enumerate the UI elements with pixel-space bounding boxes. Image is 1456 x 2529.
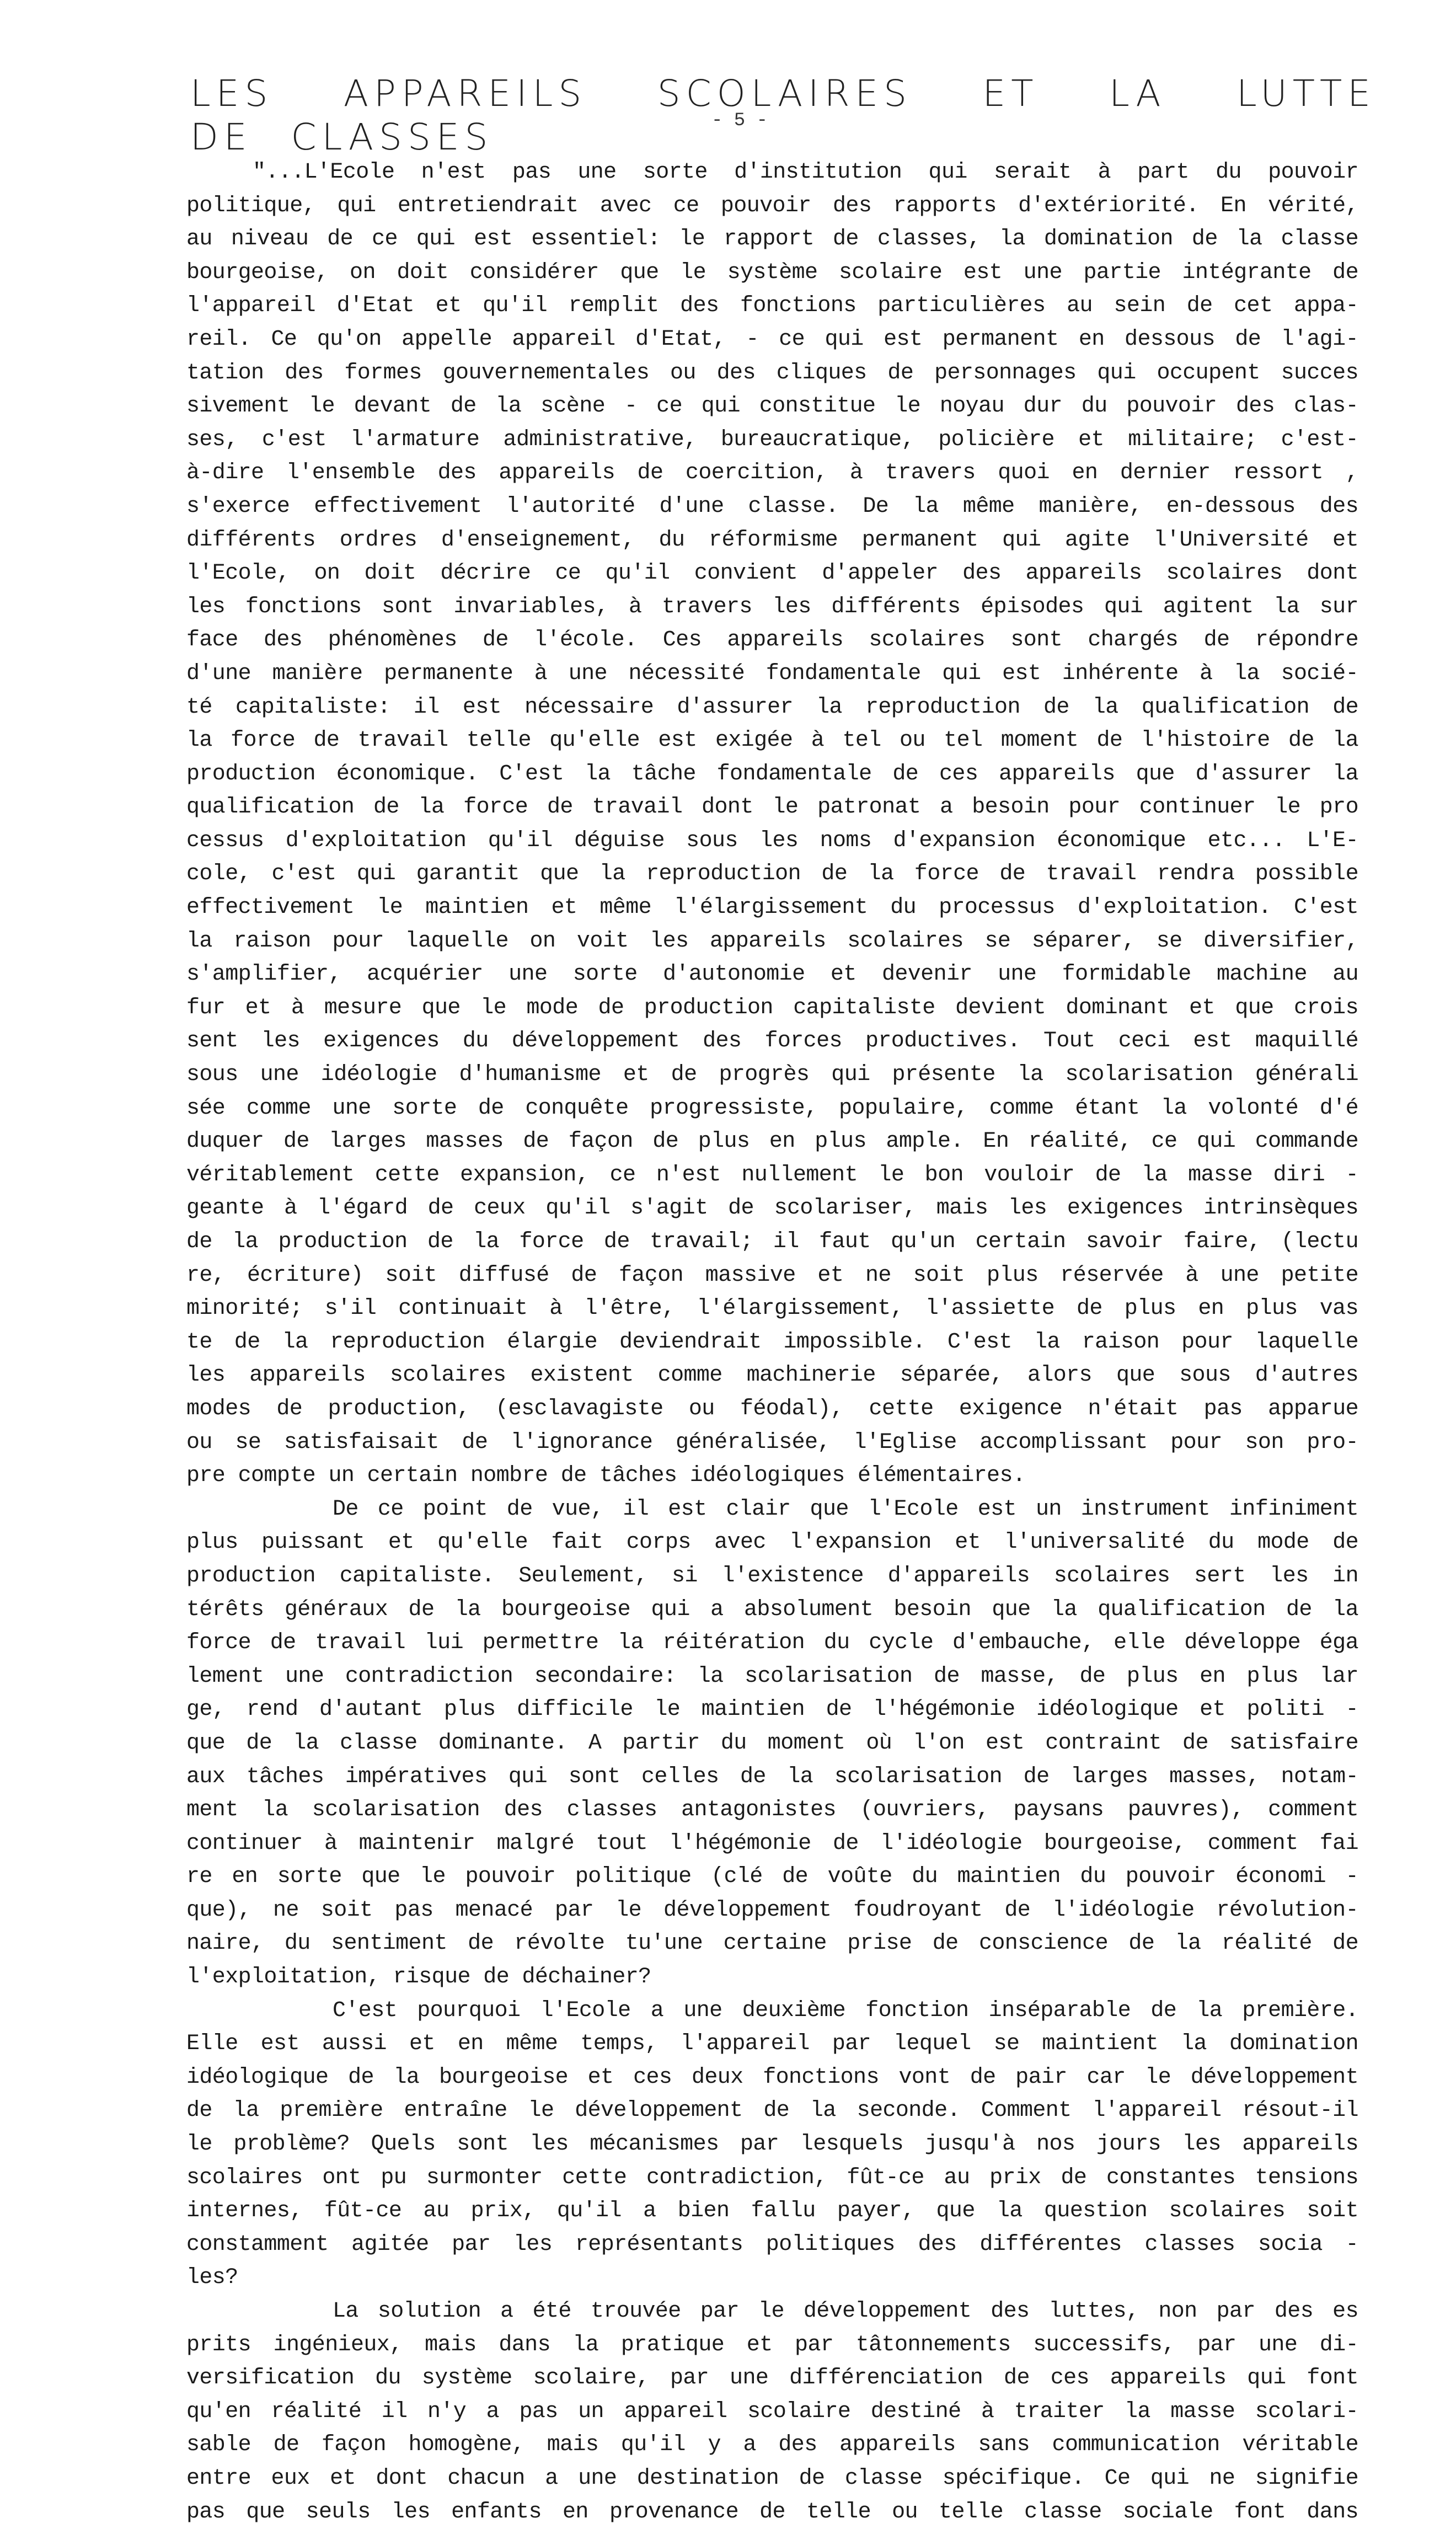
text-line: sée comme une sorte de conquête progressiste, populaire, comme étant la volonté d'é <box>186 1095 1358 1121</box>
title-word: CLASSES <box>291 116 494 158</box>
title-word: LUTTE <box>1236 72 1376 115</box>
text-line: bourgeoise, on doit considérer que le système scolaire est une partie intégrante de <box>186 260 1358 285</box>
text-line: que de la classe dominante. A partir du moment où l'on est contraint de satisfaire <box>186 1730 1358 1756</box>
text-line: véritablement cette expansion, ce n'est nullement le bon vouloir de la masse diri - <box>186 1162 1358 1188</box>
text-line: force de travail lui permettre la réitération du cycle d'embauche, elle développe éga <box>186 1630 1358 1656</box>
text-line: naire, du sentiment de révolte tu'une certaine prise de conscience de la réalité de <box>186 1931 1358 1956</box>
text-line: continuer à maintenir malgré tout l'hégémonie de l'idéologie bourgeoise, comment fai <box>186 1831 1358 1856</box>
text-line: s'exerce effectivement l'autorité d'une classe. De la même manière, en-dessous des <box>186 494 1358 519</box>
text-line: différents ordres d'enseignement, du réformisme permanent qui agite l'Université et <box>186 527 1358 553</box>
text-line: à-dire l'ensemble des appareils de coercition, à travers quoi en dernier ressort , <box>186 461 1358 486</box>
text-line: ses, c'est l'armature administrative, bureaucratique, policière et militaire; c'est- <box>186 427 1358 452</box>
text-line: re en sorte que le pouvoir politique (clé de voûte du maintien du pouvoir économi - <box>186 1864 1358 1890</box>
text-line: versification du système scolaire, par une différenciation de ces appareils qui font <box>186 2366 1358 2391</box>
page-title <box>190 66 1376 157</box>
text-line: de la production de la force de travail; il faut qu'un certain savoir faire, (lectu <box>186 1229 1358 1254</box>
text-line: la force de travail telle qu'elle est exigée à tel ou tel moment de l'histoire de la <box>186 728 1358 753</box>
text-line: de la première entraîne le développement de la seconde. Comment l'appareil résout-il <box>186 2098 1358 2124</box>
text-line: les appareils scolaires existent comme machinerie séparée, alors que sous d'autres <box>186 1363 1358 1388</box>
text-line: constamment agitée par les représentants politiques des différentes classes socia - <box>186 2232 1358 2257</box>
text-line: "...L'Ecole n'est pas une sorte d'institution qui serait à part du pouvoir <box>253 160 1358 185</box>
text-line: d'une manière permanente à une nécessité fondamentale qui est inhérente à la socié- <box>186 661 1358 686</box>
text-line: De ce point de vue, il est clair que l'Ecole est un instrument infiniment <box>333 1496 1358 1522</box>
text-line: ment la scolarisation des classes antagonistes (ouvriers, paysans pauvres), comment <box>186 1798 1358 1823</box>
text-line: cessus d'exploitation qu'il déguise sous les noms d'expansion économique etc... L'E- <box>186 828 1358 853</box>
text-line: plus puissant et qu'elle fait corps avec l'expansion et l'universalité du mode de <box>186 1530 1358 1555</box>
text-line: politique, qui entretiendrait avec ce pouvoir des rapports d'extériorité. En vérité, <box>186 193 1358 218</box>
title-word: LA <box>1109 72 1166 115</box>
title-line-1 <box>190 66 1376 121</box>
text-line: té capitaliste: il est nécessaire d'assurer la reproduction de la qualification de <box>186 694 1358 720</box>
text-line: qualification de la force de travail dont le patronat a besoin pour continuer le pro <box>186 795 1358 820</box>
text-line: te de la reproduction élargie deviendrait impossible. C'est la raison pour laquelle <box>186 1329 1358 1355</box>
text-line: lement une contradiction secondaire: la scolarisation de masse, de plus en plus lar <box>186 1664 1358 1689</box>
text-line: production capitaliste. Seulement, si l'existence d'appareils scolaires sert les in <box>186 1563 1358 1589</box>
page-number: - 5 - <box>711 110 768 131</box>
text-line: sous une idéologie d'humanisme et de progrès qui présente la scolarisation générali <box>186 1062 1358 1088</box>
text-line: fur et à mesure que le mode de production capitaliste devient dominant et que crois <box>186 995 1358 1020</box>
title-line-2 <box>190 118 1376 157</box>
text-line: sable de façon homogène, mais qu'il y a des appareils sans communication véritable <box>186 2432 1358 2458</box>
text-line: scolaires ont pu surmonter cette contradiction, fût-ce au prix de constantes tensions <box>186 2165 1358 2190</box>
text-line: Elle est aussi et en même temps, l'appareil par lequel se maintient la domination <box>186 2031 1358 2057</box>
text-line: s'amplifier, acquérier une sorte d'autonomie et devenir une formidable machine au <box>186 962 1358 987</box>
text-line: sent les exigences du développement des forces productives. Tout ceci est maquillé <box>186 1029 1358 1054</box>
title-word: SCOLAIRES <box>657 72 913 115</box>
text-line: l'Ecole, on doit décrire ce qu'il convient d'appeler des appareils scolaires dont <box>186 561 1358 586</box>
text-line: la raison pour laquelle on voit les appareils scolaires se séparer, se diversifier, <box>186 928 1358 954</box>
text-line: que), ne soit pas menacé par le développement foudroyant de l'idéologie révolution- <box>186 1897 1358 1923</box>
title-word: DE <box>190 116 253 158</box>
text-line: l'appareil d'Etat et qu'il remplit des fonctions particulières au sein de cet appa- <box>186 293 1358 319</box>
text-line: reil. Ce qu'on appelle appareil d'Etat, - ce qui est permanent en dessous de l'agi- <box>186 327 1358 352</box>
text-line: minorité; s'il continuait à l'être, l'élargissement, l'assiette de plus en plus vas <box>186 1296 1358 1322</box>
text-line: les? <box>186 2265 238 2291</box>
title-word: ET <box>982 72 1039 115</box>
text-line: production économique. C'est la tâche fondamentale de ces appareils que d'assurer la <box>186 761 1358 787</box>
title-word: APPAREILS <box>343 72 587 115</box>
text-line: au niveau de ce qui est essentiel: le rapport de classes, la domination de la classe <box>186 227 1358 252</box>
text-line: C'est pourquoi l'Ecole a une deuxième fonction inséparable de la première. <box>333 1998 1358 2023</box>
text-line: les fonctions sont invariables, à travers les différents épisodes qui agitent la sur <box>186 594 1358 619</box>
text-line: internes, fût-ce au prix, qu'il a bien fallu payer, que la question scolaires soit <box>186 2199 1358 2224</box>
text-line: duquer de larges masses de façon de plus en plus ample. En réalité, ce qui commande <box>186 1129 1358 1154</box>
text-line: qu'en réalité il n'y a pas un appareil scolaire destiné à traiter la masse scolari- <box>186 2399 1358 2424</box>
text-line: sivement le devant de la scène - ce qui constitue le noyau dur du pouvoir des clas- <box>186 394 1358 419</box>
text-line: effectivement le maintien et même l'élargissement du processus d'exploitation. C'est <box>186 895 1358 921</box>
text-line: geante à l'égard de ceux qu'il s'agit de scolariser, mais les exigences intrinsèques <box>186 1196 1358 1221</box>
text-line: modes de production, (esclavagiste ou féodal), cette exigence n'était pas apparue <box>186 1396 1358 1421</box>
text-line: pre compte un certain nombre de tâches idéologiques élémentaires. <box>186 1463 1026 1489</box>
text-line: cole, c'est qui garantit que la reproduction de la force de travail rendra possible <box>186 862 1358 887</box>
text-line: térêts généraux de la bourgeoise qui a absolument besoin que la qualification de la <box>186 1597 1358 1622</box>
text-line: aux tâches impératives qui sont celles de la scolarisation de larges masses, notam- <box>186 1764 1358 1789</box>
title-word: LES <box>190 72 274 115</box>
body-text <box>186 156 1358 2529</box>
text-line: idéologique de la bourgeoise et ces deux fonctions vont de pair car le développement <box>186 2065 1358 2090</box>
text-line: La solution a été trouvée par le développement des luttes, non par des es <box>333 2299 1358 2324</box>
text-line: entre eux et dont chacun a une destination de classe spécifique. Ce qui ne signifie <box>186 2466 1358 2491</box>
text-line: face des phénomènes de l'école. Ces appareils scolaires sont chargés de répondre <box>186 628 1358 653</box>
text-line: tation des formes gouvernementales ou des cliques de personnages qui occupent succes <box>186 360 1358 386</box>
text-line: ou se satisfaisait de l'ignorance généralisée, l'Eglise accomplissant pour son pro- <box>186 1430 1358 1455</box>
text-line: prits ingénieux, mais dans la pratique et par tâtonnements successifs, par une di- <box>186 2332 1358 2357</box>
text-line: le problème? Quels sont les mécanismes par lesquels jusqu'à nos jours les appareils <box>186 2132 1358 2157</box>
text-line: ge, rend d'autant plus difficile le maintien de l'hégémonie idéologique et politi - <box>186 1697 1358 1723</box>
text-line: pas que seuls les enfants en provenance de telle ou telle classe sociale font dans <box>186 2499 1358 2525</box>
text-line: l'exploitation, risque de déchainer? <box>186 1965 651 1990</box>
text-line: re, écriture) soit diffusé de façon massive et ne soit plus réservée à une petite <box>186 1263 1358 1288</box>
